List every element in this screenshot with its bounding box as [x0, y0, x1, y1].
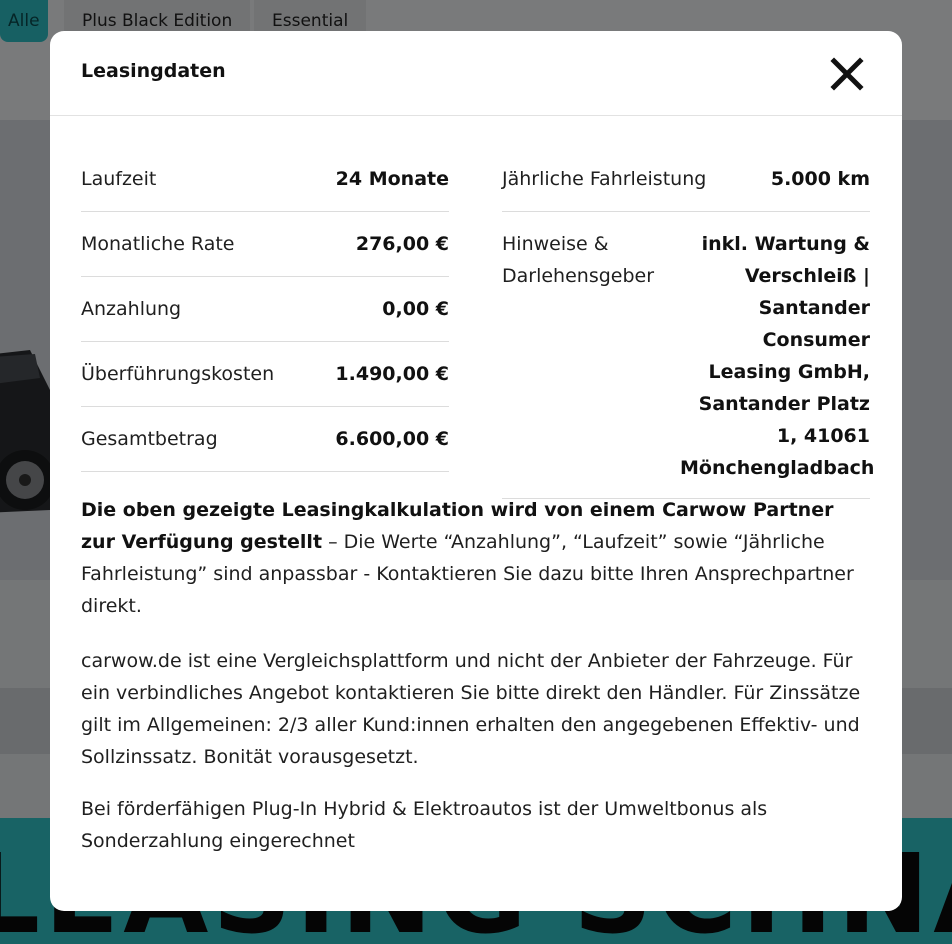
bonus-text: Bei förderfähigen Plug-In Hybrid & Elektroautos ist der Umweltbonus als Sonderzahlung eingerechnet	[81, 798, 768, 852]
monatliche-rate-value: 276,00 €	[355, 233, 449, 255]
modal-header	[50, 31, 902, 116]
leasing-details-right	[502, 147, 875, 499]
anzahlung-label: Anzahlung	[81, 298, 182, 320]
fahrleistung-value: 5.000 km	[770, 168, 870, 190]
anzahlung-value: 0,00 €	[382, 298, 449, 320]
row-jaehrliche-fahrleistung	[502, 147, 870, 212]
fahrleistung-label: Jährliche Fahrleistung	[502, 168, 707, 190]
monatliche-rate-label: Monatliche Rate	[81, 233, 235, 255]
gesamtbetrag-value: 6.600,00 €	[335, 428, 449, 450]
laufzeit-value: 24 Monate	[335, 168, 449, 190]
gesamtbetrag-label: Gesamtbetrag	[81, 428, 218, 450]
row-monatliche-rate	[81, 212, 449, 277]
close-icon	[826, 53, 868, 95]
row-ueberfuehrungskosten	[81, 342, 449, 407]
row-laufzeit	[81, 147, 449, 212]
disclaimer-text	[81, 494, 871, 622]
laufzeit-label: Laufzeit	[81, 168, 157, 190]
ueberfuehrungskosten-value: 1.490,00 €	[335, 363, 449, 385]
hinweise-label: Hinweise & Darlehensgeber	[502, 233, 655, 287]
modal-title: Leasingdaten	[81, 60, 226, 82]
hinweise-value: inkl. Wartung & Verschleiß | Santander Consumer Leasing GmbH, Santander Platz 1, 41061 Mönchengladbach	[680, 233, 875, 479]
info-text: carwow.de ist eine Vergleichsplattform und nicht der Anbieter der Fahrzeuge. Für ein verbindliches Angebot kontaktieren Sie bitte direkt den Händler. Für Zinssätze gilt im Allgemeinen: 2/3 aller Kund:innen erhalten den angegebenen Effektiv- und Sollzinssatz. Bonität vorausgesetzt.	[81, 650, 861, 768]
close-button[interactable]	[826, 53, 868, 95]
leasing-details-left	[81, 147, 449, 472]
row-gesamtbetrag	[81, 407, 449, 472]
disclaimer-rest: – Die Werte “Anzahlung”, “Laufzeit” sowie “Jährliche Fahrleistung” sind anpassbar - Kontaktieren Sie dazu bitte Ihren Ansprechpartner direkt.	[81, 531, 854, 617]
row-anzahlung	[81, 277, 449, 342]
row-hinweise	[502, 212, 875, 499]
leasing-modal	[50, 31, 902, 911]
ueberfuehrungskosten-label: Überführungskosten	[81, 363, 275, 385]
disclaimer-bold: Die oben gezeigte Leasingkalkulation wird von einem Carwow Partner zur Verfügung gestellt	[81, 499, 834, 553]
